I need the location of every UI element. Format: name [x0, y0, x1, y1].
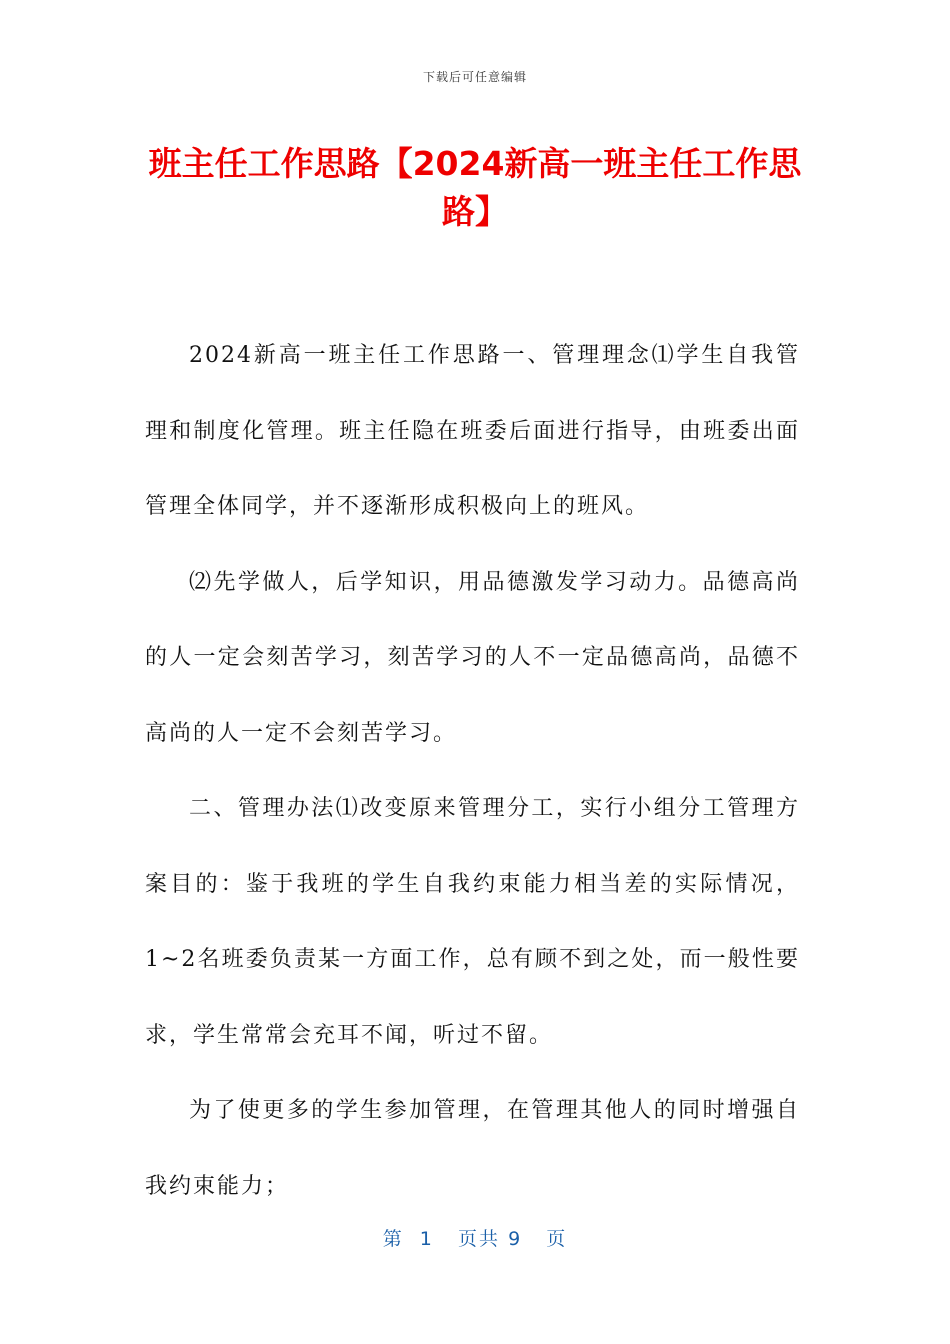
- paragraph-4: 为了使更多的学生参加管理，在管理其他人的同时增强自我约束能力；: [145, 1098, 800, 1199]
- paragraph-2: ⑵先学做人，后学知识，用品德激发学习动力。品德高尚的人一定会刻苦学习，刻苦学习的人不一定品德高尚，品德不高尚的人一定不会刻苦学习。: [145, 569, 800, 746]
- footer-label-suffix: 页: [546, 1228, 568, 1250]
- document-title: 班主任工作思路【2024新高一班主任工作思路】: [148, 144, 802, 231]
- paragraph-3: 二、管理办法⑴改变原来管理分工，实行小组分工管理方案目的：鉴于我班的学生自我约束能力相当差的实际情况，1~2名班委负责某一方面工作，总有顾不到之处，而一般性要求，学生常常会充耳不闻，听过不留。: [145, 796, 800, 1048]
- footer-current-page: 1: [419, 1228, 434, 1250]
- paragraph-1: 2024新高一班主任工作思路一、管理理念⑴学生自我管理和制度化管理。班主任隐在班委后面进行指导，由班委出面管理全体同学，并不逐渐形成积极向上的班风。: [145, 343, 800, 519]
- footer-label-prefix: 第: [382, 1228, 404, 1250]
- footer-total-pages: 9: [508, 1228, 523, 1250]
- page-number-footer: [0, 1224, 950, 1251]
- document-body: [145, 318, 800, 1224]
- header-note: 下载后可任意编辑: [422, 70, 527, 84]
- footer-label-middle: 页共: [458, 1228, 501, 1250]
